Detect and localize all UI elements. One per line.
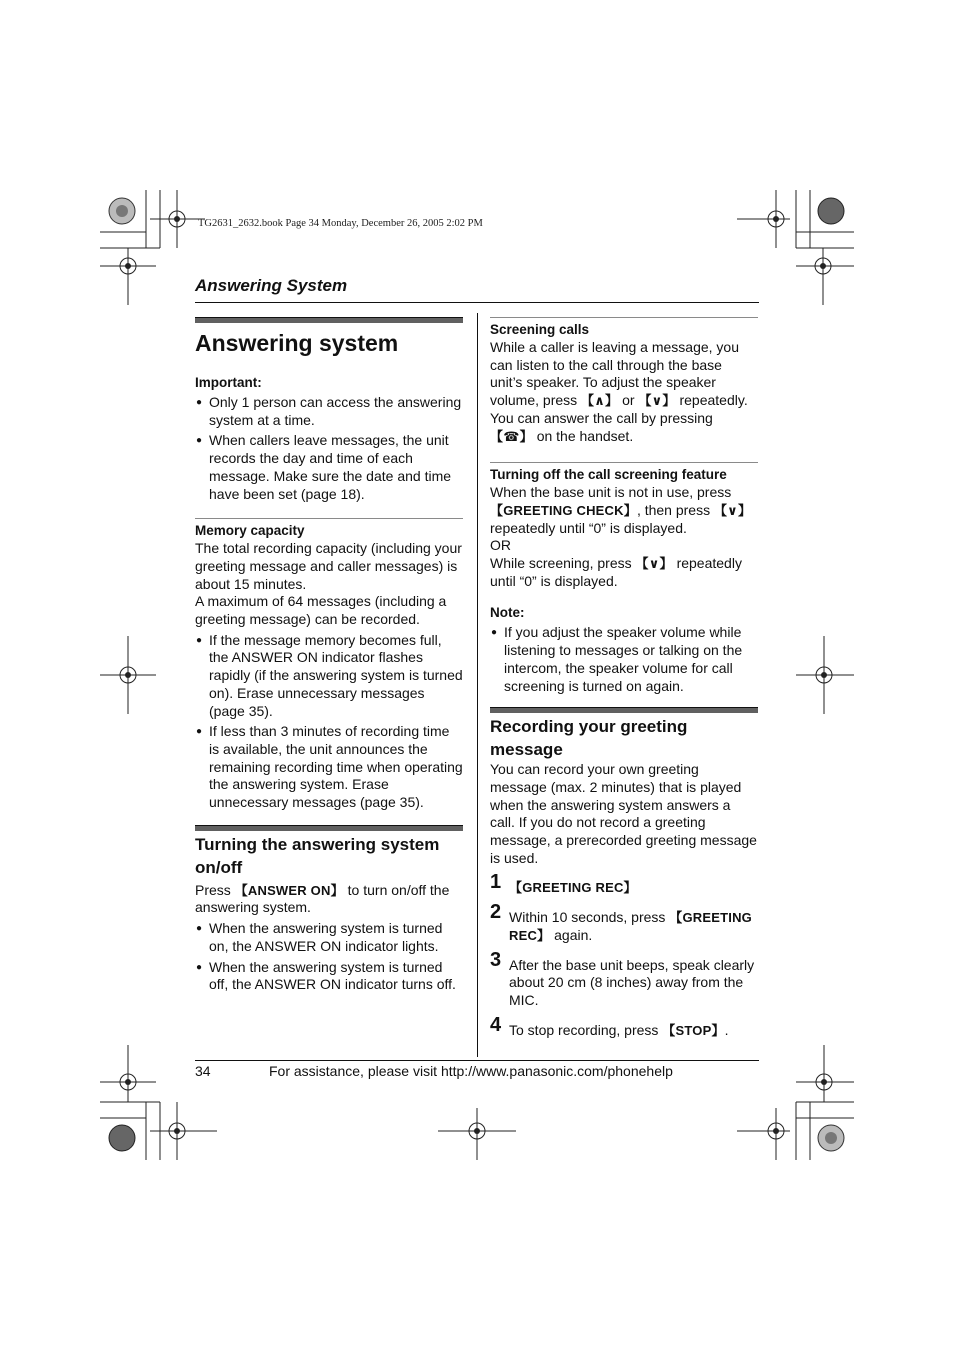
text: repeatedly until “0” is displayed.	[490, 555, 742, 589]
text: While screening, press	[490, 555, 632, 572]
stop-key: 【STOP】	[662, 1022, 725, 1038]
text: While a caller is leaving a message, you can listen to the call through the base unit’s speaker. To adjust the speaker volume, press	[490, 339, 740, 409]
screening-heading: Screening calls	[490, 322, 590, 337]
talk-key: 【☎】	[490, 428, 533, 444]
text: to turn on/off the answering system.	[195, 881, 450, 916]
list-item: ● If you adjust the speaker volume while listening to messages or talking on the intercom, the speaker volume for call screening is turned on again.	[490, 624, 758, 695]
step-number: 3	[490, 948, 502, 971]
important-label: Important:	[195, 375, 262, 390]
turnoff-para	[490, 484, 758, 537]
turnoff-para	[490, 555, 758, 590]
divider	[490, 462, 758, 463]
section-bar	[195, 825, 463, 831]
or-text: OR	[490, 537, 511, 554]
list-item: ● If the message memory becomes full, the ANSWER ON indicator flashes rapidly (if the answering system is turned on). Erase unnecessary messages (page 35).	[195, 632, 463, 721]
memory-para: A maximum of 64 messages (including a greeting message) can be recorded.	[195, 593, 447, 628]
text: You can answer the call by pressing	[490, 409, 713, 426]
list-item: ● Only 1 person can access the answering system at a time.	[195, 394, 463, 429]
onoff-list	[195, 920, 463, 994]
page-number: 34	[195, 1063, 211, 1079]
left-column	[195, 317, 463, 994]
header-rule	[195, 302, 759, 303]
memory-heading: Memory capacity	[195, 523, 305, 539]
list-item: ● When callers leave messages, the unit records the day and time of each message. Make sure the date and time have been set (page 18).	[195, 432, 463, 503]
text: or	[622, 392, 635, 409]
step-text: After the base unit beeps, speak clearly about 20 cm (8 inches) away from the MIC.	[509, 956, 755, 1008]
note-list	[490, 624, 758, 695]
section-bar	[490, 707, 758, 713]
step-text: .	[724, 1021, 729, 1038]
greeting-heading: Recording your greeting message	[490, 717, 688, 760]
text: repeatedly until “0” is displayed.	[490, 519, 687, 536]
divider	[195, 518, 463, 519]
up-key: 【∧】	[581, 393, 619, 409]
step-text: To stop recording, press	[509, 1021, 663, 1038]
right-column	[490, 317, 758, 1039]
screening-para	[490, 339, 758, 410]
text: repeatedly.	[679, 392, 748, 409]
print-info: TG2631_2632.book Page 34 Monday, December 26, 2005 2:02 PM	[198, 218, 483, 229]
greeting-rec-key: 【GREETING REC】	[509, 910, 752, 943]
column-divider	[477, 313, 478, 1057]
step-number: 4	[490, 1013, 502, 1036]
page-title: Answering system	[195, 330, 399, 356]
memory-list	[195, 632, 463, 812]
screening-answer	[490, 410, 758, 445]
footer-rule	[195, 1060, 759, 1061]
step	[490, 1013, 758, 1040]
divider	[490, 317, 758, 318]
step	[490, 901, 758, 944]
down-key: 【∨】	[713, 502, 752, 518]
important-list	[195, 394, 463, 503]
greeting-para: You can record your own greeting message (max. 2 minutes) that is played when the answering system answers a call. If you do not record a greeting message, a prerecorded greeting message is used.	[490, 761, 757, 866]
text: on the handset.	[536, 427, 634, 444]
step-number: 1	[490, 871, 502, 894]
turnoff-heading: Turning off the call screening feature	[490, 467, 727, 483]
step-number: 2	[490, 901, 502, 924]
down-key: 【∨】	[638, 393, 676, 409]
text: When the base unit is not in use, press	[490, 484, 732, 501]
title-bar	[195, 317, 463, 323]
list-item: ● When the answering system is turned on, the ANSWER ON indicator lights.	[195, 920, 463, 955]
memory-para: The total recording capacity (including your greeting message and caller messages) is about 15 minutes.	[195, 540, 462, 592]
step-text: Within 10 seconds, press	[509, 909, 670, 926]
step-text: again.	[550, 926, 593, 943]
note-label: Note:	[490, 605, 525, 621]
step	[490, 948, 758, 1010]
onoff-heading: Turning the answering system on/off	[195, 834, 440, 877]
greeting-rec-key: 【GREETING REC】	[509, 880, 637, 896]
assistance-link[interactable]: For assistance, please visit http://www.panasonic.com/phonehelp	[269, 1063, 673, 1079]
greeting-check-key: 【GREETING CHECK】	[490, 502, 637, 518]
text: Press	[195, 881, 235, 898]
step	[490, 871, 758, 897]
section-header: Answering System	[195, 276, 348, 295]
list-item: ● When the answering system is turned off, the ANSWER ON indicator turns off.	[195, 959, 463, 994]
text: , then press	[636, 501, 711, 518]
onoff-para	[195, 882, 463, 917]
answer-on-key: 【ANSWER ON】	[234, 882, 344, 898]
down-key: 【∨】	[635, 556, 673, 572]
list-item: ● If less than 3 minutes of recording time is available, the unit announces the remaining recording time when operating the answering system. Erase unnecessary messages (page 35).	[195, 723, 463, 812]
